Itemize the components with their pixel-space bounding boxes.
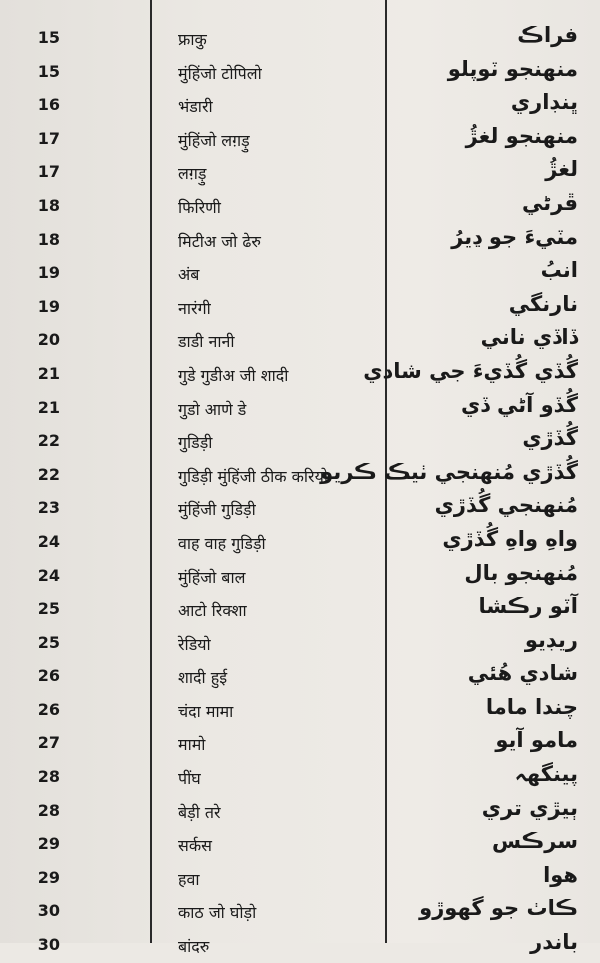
sindhi-title: آٽو رڪشا — [478, 594, 578, 619]
devanagari-title: शादी हुई — [178, 668, 228, 688]
sindhi-title: هوا — [543, 862, 578, 887]
sindhi-title: شادي ھُئي — [467, 661, 578, 686]
index-row — [0, 727, 600, 761]
devanagari-title: नारंगी — [178, 298, 211, 318]
sindhi-title: ڏاڏي ناني — [480, 325, 578, 350]
devanagari-title: फिरिणी — [178, 197, 221, 217]
index-row — [0, 627, 600, 661]
index-row — [0, 526, 600, 560]
sindhi-title: ٻيڙي تري — [481, 795, 578, 820]
sindhi-title: ڦرڻي — [522, 190, 578, 215]
devanagari-title: फ्राकु — [178, 30, 207, 49]
page-number: 29 — [37, 834, 60, 854]
devanagari-title: अंब — [178, 265, 200, 285]
devanagari-title: सर्कस — [178, 836, 212, 856]
page-number: 20 — [37, 330, 60, 350]
index-row — [0, 190, 600, 224]
sindhi-title: سرڪس — [492, 829, 578, 854]
page-number: 29 — [37, 867, 60, 887]
page-number: 30 — [37, 935, 60, 955]
sindhi-title: گُڏڙي — [522, 426, 578, 451]
sindhi-title: مُنهنجو بال — [464, 560, 578, 585]
page-number: 22 — [37, 464, 60, 484]
devanagari-title: वाह वाह गुडिड़ी — [178, 533, 266, 553]
index-row — [0, 257, 600, 291]
index-row — [0, 694, 600, 728]
index-row — [0, 358, 600, 392]
page-number: 15 — [37, 61, 60, 81]
page-number: 23 — [37, 498, 60, 518]
page-number: 28 — [37, 767, 60, 787]
devanagari-title: पींघ — [178, 769, 201, 789]
page-number: 15 — [37, 28, 60, 47]
sindhi-title: واهِ واهِ گُڏڙي — [442, 526, 578, 551]
index-row — [0, 324, 600, 358]
page-number: 24 — [37, 565, 60, 585]
sindhi-title: باندر — [530, 930, 578, 955]
page-number: 19 — [37, 263, 60, 283]
sindhi-title: انبُ — [540, 258, 578, 283]
index-row — [0, 291, 600, 325]
page-number: 24 — [37, 531, 60, 551]
page-number: 21 — [37, 397, 60, 417]
devanagari-title: भंडारी — [178, 97, 213, 117]
index-row — [0, 156, 600, 190]
index-row — [0, 895, 600, 929]
index-row — [0, 89, 600, 123]
sindhi-title: پينگهہ — [514, 762, 578, 787]
sindhi-title: گُڏڙي مُنهنجي ٺيڪ ڪريو — [320, 459, 578, 484]
sindhi-title: فراڪ — [517, 23, 578, 47]
page-number: 22 — [37, 431, 60, 451]
index-row — [0, 560, 600, 594]
sindhi-title: منهنجو لغڙُ — [465, 123, 578, 148]
devanagari-title: मुंहिंजो टोपिलो — [178, 63, 262, 83]
page-number: 18 — [37, 229, 60, 249]
sindhi-title: ريڊيو — [524, 627, 578, 652]
index-row — [0, 56, 600, 90]
devanagari-title: डाडी नानी — [178, 332, 235, 352]
devanagari-title: मुंहिंजी गुडिड़ी — [178, 500, 256, 520]
devanagari-title: गुडे गुडीअ जी शादी — [178, 365, 289, 385]
index-row — [0, 929, 600, 963]
index-row — [0, 761, 600, 795]
sindhi-title: چندا ماما — [485, 694, 578, 719]
index-row — [0, 459, 600, 493]
index-row — [0, 22, 600, 56]
index-row — [0, 828, 600, 862]
devanagari-title: गुडो आणे डे — [178, 399, 247, 419]
sindhi-title: گُڏو آڻي ڏي — [461, 392, 578, 417]
sindhi-title: مُنهنجي گُڏڙي — [434, 493, 578, 518]
devanagari-title: गुडिड़ी — [178, 433, 213, 453]
sindhi-title: گُڏي گُڏيءَ جي شادي — [363, 358, 578, 383]
index-row — [0, 425, 600, 459]
devanagari-title: चंदा मामा — [178, 701, 234, 721]
sindhi-title: نارنگي — [508, 291, 578, 316]
sindhi-title: لغڙُ — [545, 157, 578, 182]
page-number: 17 — [37, 128, 60, 148]
index-row — [0, 492, 600, 526]
devanagari-title: आटो रिक्शा — [178, 601, 247, 621]
page-number: 25 — [37, 632, 60, 652]
page-number: 26 — [37, 699, 60, 719]
index-table — [0, 22, 600, 963]
devanagari-title: बांदरु — [178, 937, 210, 957]
page-number: 28 — [37, 800, 60, 820]
devanagari-title: मुंहिंजो लग़ड़ु — [178, 130, 250, 150]
sindhi-title: ڪاٺ جو گهوڙو — [419, 896, 578, 921]
index-row — [0, 862, 600, 896]
index-row — [0, 123, 600, 157]
index-row — [0, 593, 600, 627]
page-number: 16 — [37, 95, 60, 115]
page-number: 19 — [37, 296, 60, 316]
index-row — [0, 795, 600, 829]
devanagari-title: काठ जो घोड़ो — [178, 903, 257, 923]
devanagari-title: मिटीअ जो ढेरु — [178, 231, 261, 251]
devanagari-title: हवा — [178, 869, 200, 889]
page-number: 17 — [37, 162, 60, 182]
index-row — [0, 392, 600, 426]
sindhi-title: مٽيءَ جو ڍيرُ — [451, 224, 578, 249]
devanagari-title: रेडियो — [178, 634, 211, 654]
page-number: 25 — [37, 599, 60, 619]
page-number: 21 — [37, 363, 60, 383]
index-row — [0, 224, 600, 258]
devanagari-title: लग़ड़ु — [178, 164, 207, 184]
devanagari-title: मुंहिंजो बाल — [178, 567, 246, 587]
page-number: 26 — [37, 666, 60, 686]
index-row — [0, 660, 600, 694]
devanagari-title: मामो — [178, 735, 206, 755]
page-number: 30 — [37, 901, 60, 921]
sindhi-title: منهنجو ٽوپلو — [447, 56, 578, 81]
page-number: 18 — [37, 195, 60, 215]
sindhi-title: ڀنڊاري — [510, 90, 578, 115]
devanagari-title: बेड़ी तरे — [178, 802, 221, 822]
page-number: 27 — [37, 733, 60, 753]
devanagari-title: गुडिड़ी मुंहिंजी ठीक करियो — [178, 466, 329, 486]
sindhi-title: مامو آيو — [495, 728, 578, 753]
